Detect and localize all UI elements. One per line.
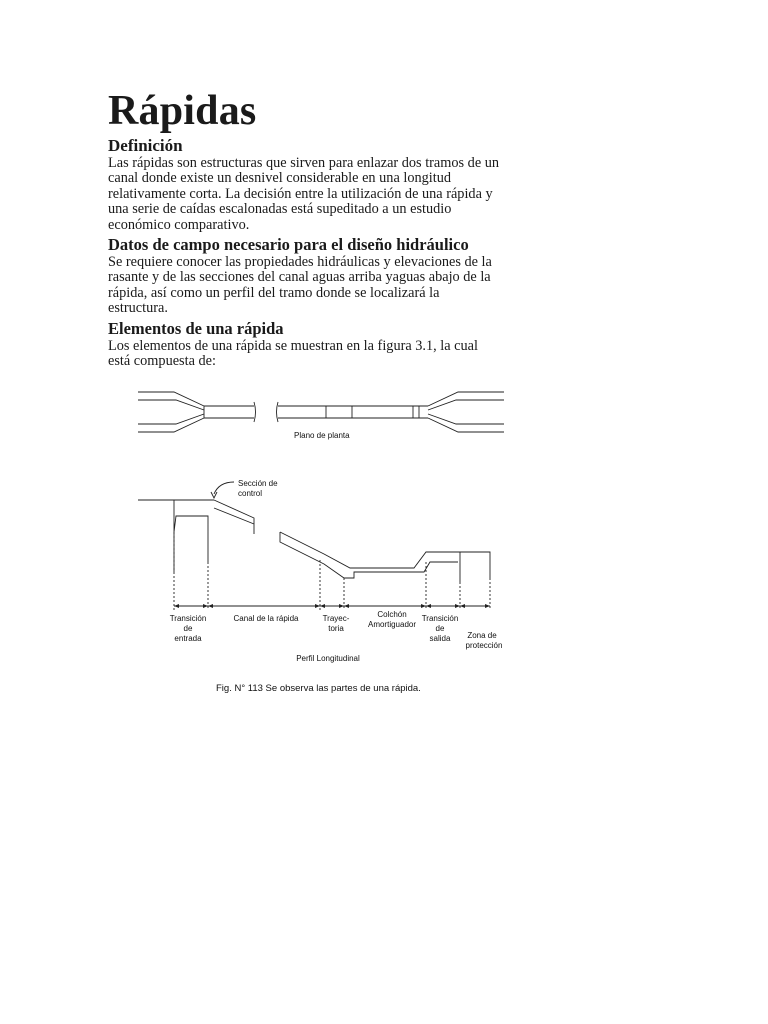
label-zona-proteccion-2: protección [465, 641, 503, 650]
text-line: rasante y de las secciones del canal aguas arriba yaguas abajo de la [108, 269, 491, 286]
paragraph-datos-campo [108, 255, 508, 317]
profile-view-label: Perfil Longitudinal [296, 654, 360, 663]
paragraph-elementos [108, 339, 508, 370]
paragraph-definicion [108, 156, 508, 233]
text-line: está compuesta de: [108, 353, 216, 370]
label-transicion-entrada-1: Transición [169, 614, 207, 623]
plan-view-label: Plano de planta [294, 431, 350, 440]
label-transicion-entrada-3: entrada [174, 634, 202, 643]
label-trayectoria-1: Trayec- [322, 614, 350, 623]
section-heading-elementos: Elementos de una rápida [108, 318, 284, 338]
label-transicion-salida-1: Transición [421, 614, 459, 623]
profile-boundaries [174, 532, 490, 610]
text-line: Los elementos de una rápida se muestran en la figura 3.1, la cual [108, 337, 478, 354]
label-transicion-salida-2: de [435, 624, 445, 633]
page-title: Rápidas [108, 88, 257, 134]
text-line: económico comparativo. [108, 216, 250, 233]
text-line: estructura. [108, 300, 168, 317]
label-colchon-1: Colchón [377, 610, 407, 619]
text-line: Se requiere conocer las propiedades hidráulicas y elevaciones de la [108, 254, 492, 271]
text-line: canal donde existe un desnivel considerable en una longitud [108, 170, 452, 187]
label-zona-proteccion-1: Zona de [467, 631, 497, 640]
figure-caption: Fig. N° 113 Se observa las partes de una rápida. [216, 683, 421, 694]
control-section-label-2: control [238, 489, 263, 498]
rapida-diagram-figure [134, 382, 514, 702]
label-canal-rapida: Canal de la rápida [233, 614, 299, 623]
label-colchon-2: Amortiguador [367, 620, 417, 629]
text-line: una serie de caídas escalonadas está supeditado a un estudio [108, 201, 452, 218]
label-transicion-salida-3: salida [429, 634, 451, 643]
text-line: rápida, así como un perfil del tramo donde se localizará la [108, 284, 440, 301]
profile-view [138, 479, 502, 663]
plan-view [138, 392, 504, 440]
label-transicion-entrada-2: de [183, 624, 193, 633]
label-trayectoria-2: toria [328, 624, 344, 633]
section-heading-definicion: Definición [108, 136, 183, 155]
section-heading-datos-campo: Datos de campo necesario para el diseño hidráulico [108, 235, 469, 255]
text-line: relativamente corta. La decisión entre la utilización de una rápida y [108, 185, 493, 202]
document-body [108, 86, 508, 369]
control-section-label-1: Sección de [238, 479, 278, 488]
text-line: Las rápidas son estructuras que sirven para enlazar dos tramos de un [108, 155, 500, 171]
rapida-diagram [134, 382, 514, 702]
